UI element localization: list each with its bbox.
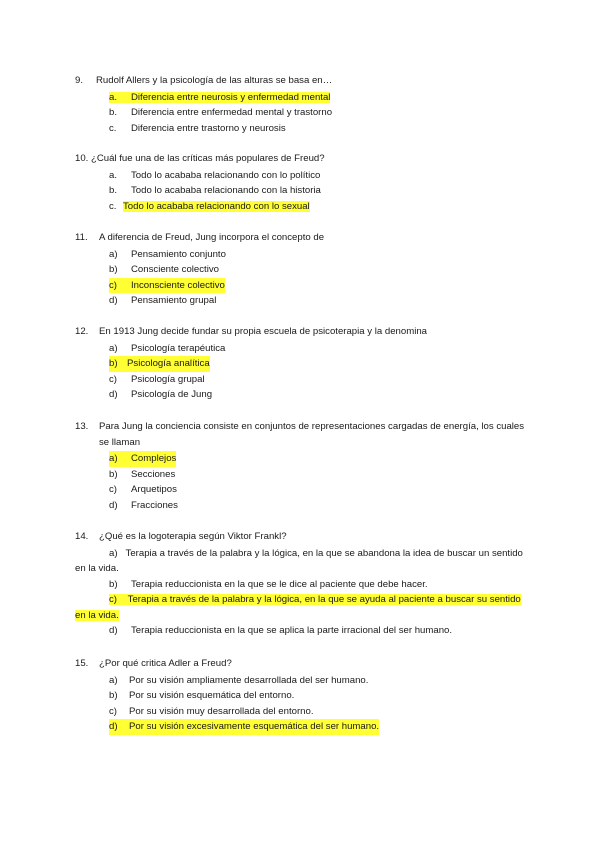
option-letter: d) <box>109 499 118 511</box>
option-letter: b) <box>109 690 118 702</box>
answer-option <box>75 546 530 577</box>
answer-option <box>75 121 530 137</box>
answer-option <box>75 293 530 309</box>
option-letter: c) <box>109 373 117 385</box>
question-15 <box>75 656 530 735</box>
answer-option <box>75 704 530 720</box>
option-text: Psicología analítica <box>127 358 210 370</box>
option-text: Terapia a través de la palabra y la lógica, en la que se ayuda al paciente a buscar su sentido en la vida. <box>75 594 521 621</box>
option-letter: b) <box>109 264 118 276</box>
answer-option <box>75 90 530 106</box>
option-text: Todo lo acababa relacionando con lo político <box>131 169 321 181</box>
answer-option <box>75 247 530 263</box>
answer-option <box>75 592 530 623</box>
option-text: Terapia reduccionista en la que se le dice al paciente que debe hacer. <box>131 578 428 590</box>
option-text: Todo lo acababa relacionando con la historia <box>131 185 321 197</box>
option-letter: b. <box>109 107 118 119</box>
option-letter: d) <box>109 625 118 637</box>
answer-option <box>75 387 530 403</box>
option-letter: c) <box>109 594 117 606</box>
answer-option <box>75 467 530 483</box>
answer-option <box>75 278 530 294</box>
question-number: 13. <box>75 421 89 432</box>
option-letter: c) <box>109 279 117 291</box>
option-text: Todo lo acababa relacionando con lo sexual <box>123 200 310 212</box>
answer-option <box>75 262 530 278</box>
question-number: 14. <box>75 531 89 542</box>
answer-option <box>75 688 530 704</box>
option-text: Diferencia entre trastorno y neurosis <box>131 122 286 134</box>
option-letter: a) <box>109 248 118 260</box>
option-text: Pensamiento conjunto <box>131 248 226 260</box>
question-9 <box>75 73 530 136</box>
option-text: Fracciones <box>131 499 178 511</box>
answer-option <box>75 199 530 215</box>
option-text: Diferencia entre enfermedad mental y trastorno <box>131 107 333 119</box>
option-text: Consciente colectivo <box>131 264 219 276</box>
option-letter: a) <box>109 674 118 686</box>
option-letter: c. <box>109 200 117 212</box>
option-text: Por su visión esquemática del entorno. <box>129 690 295 702</box>
question-13 <box>75 419 530 513</box>
question-text: Rudolf Allers y la psicología de las alturas se basa en… <box>96 75 333 86</box>
question-number: 10. <box>75 153 89 164</box>
option-text: Secciones <box>131 468 176 480</box>
option-text: Por su visión excesivamente esquemática del ser humano. <box>129 721 380 733</box>
option-letter: b) <box>109 358 118 370</box>
option-text: Arquetipos <box>131 484 177 496</box>
question-12 <box>75 324 530 403</box>
answer-option <box>75 451 530 467</box>
question-number: 11. <box>75 232 88 243</box>
answer-option <box>75 105 530 121</box>
option-text: Psicología de Jung <box>131 389 213 401</box>
option-letter: a) <box>109 342 118 354</box>
option-text: Inconsciente colectivo <box>131 279 225 291</box>
question-text: En 1913 Jung decide fundar su propia escuela de psicoterapia y la denomina <box>99 326 428 337</box>
option-text: Complejos <box>131 453 177 464</box>
option-letter: c) <box>109 705 117 717</box>
answer-option <box>75 482 530 498</box>
option-text: Terapia reduccionista en la que se aplica la parte irracional del ser humano. <box>131 625 453 637</box>
option-letter: b. <box>109 185 118 197</box>
option-text: Por su visión ampliamente desarrollada del ser humano. <box>129 674 369 686</box>
answer-option <box>75 356 530 372</box>
option-letter: a. <box>109 169 118 181</box>
question-number: 12. <box>75 326 89 337</box>
answer-option <box>75 372 530 388</box>
option-letter: c) <box>109 484 117 496</box>
option-letter: a) <box>109 453 118 464</box>
question-11 <box>75 230 530 309</box>
answer-option <box>75 577 530 593</box>
option-text: Diferencia entre neurosis y enfermedad mental <box>131 91 331 103</box>
option-letter: d) <box>109 295 118 307</box>
answer-option <box>75 673 530 689</box>
answer-option <box>75 719 530 735</box>
answer-option <box>75 623 530 639</box>
question-text: ¿Por qué critica Adler a Freud? <box>99 658 232 669</box>
answer-option <box>75 341 530 357</box>
option-text: Por su visión muy desarrollada del entorno. <box>129 705 314 717</box>
option-letter: a. <box>109 91 118 103</box>
question-10 <box>75 151 530 214</box>
answer-option <box>75 183 530 199</box>
question-number: 15. <box>75 658 89 669</box>
option-letter: d) <box>109 721 118 733</box>
option-letter: c. <box>109 122 117 134</box>
question-text: Para Jung la conciencia consiste en conjuntos de representaciones cargadas de energía, los cuales se llaman <box>99 421 525 448</box>
question-text: A diferencia de Freud, Jung incorpora el concepto de <box>99 232 325 243</box>
option-text: Terapia a través de la palabra y la lógica, en la que se abandona la idea de buscar un sentido en la vida. <box>75 547 523 575</box>
option-letter: d) <box>109 389 118 401</box>
question-14 <box>75 529 530 639</box>
option-letter: a) <box>109 547 118 559</box>
option-text: Psicología terapéutica <box>131 342 226 354</box>
answer-option <box>75 498 530 514</box>
option-letter: b) <box>109 468 118 480</box>
question-text: ¿Cuál fue una de las críticas más populares de Freud? <box>91 153 325 164</box>
option-letter: b) <box>109 578 118 590</box>
option-text: Pensamiento grupal <box>131 295 217 307</box>
question-number: 9. <box>75 75 84 86</box>
question-text: ¿Qué es la logoterapia según Viktor Frankl? <box>99 531 287 542</box>
option-text: Psicología grupal <box>131 373 205 385</box>
answer-option <box>75 168 530 184</box>
